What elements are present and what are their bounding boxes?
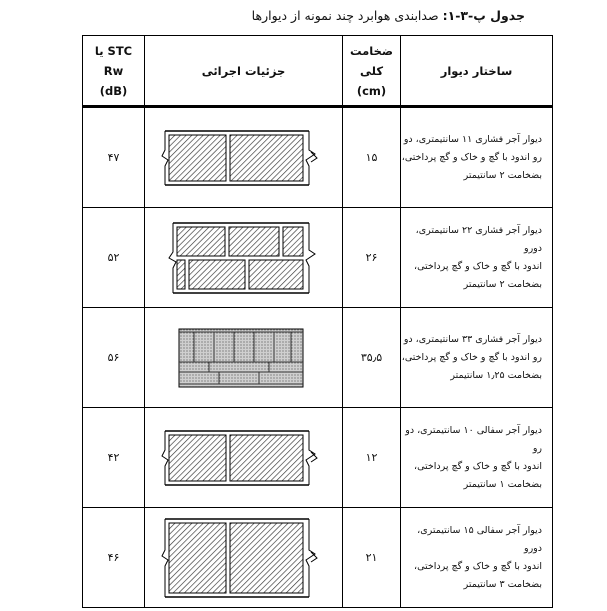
- row-stc: ۴۶: [83, 508, 145, 608]
- row-thickness: ۲۱: [343, 508, 401, 608]
- row-description: دیوار آجر فشاری ۱۱ سانتیمتری، دو رو اندود با گچ و خاک و گچ پرداختی، بضخامت ۲ سانتیمتر: [401, 107, 553, 208]
- caption-label: جدول پ-۳-۱:: [442, 8, 525, 23]
- table-header-row: [83, 36, 553, 107]
- row-stc: ۴۷: [83, 107, 145, 208]
- header-thickness-line1: ضخامت: [349, 43, 393, 58]
- caption-text: صدابندی هوابرد چند نمونه از دیوارها: [251, 8, 439, 23]
- row-stc: ۵۶: [83, 308, 145, 408]
- row-description: دیوار آجر سفالی ۱۰ سانتیمتری، دو رو اندود با گچ و خاک و گچ پرداختی، بضخامت ۱ سانتیمتر: [401, 408, 553, 508]
- single-hollow-clay-brick-wall-icon: [159, 428, 329, 488]
- triple-solid-brick-wall-icon: [159, 326, 329, 390]
- single-solid-brick-wall-icon: [159, 128, 329, 188]
- thick-hollow-clay-brick-wall-icon: [159, 516, 329, 600]
- row-thickness: ۲۶: [343, 208, 401, 308]
- table-row: [83, 308, 553, 408]
- wall-sound-insulation-table: [82, 35, 553, 608]
- header-stc: [83, 36, 145, 107]
- row-description: دیوار آجر فشاری ۳۳ سانتیمتری، دو رو اندود با گچ و خاک و گچ پرداختی، بضخامت ۱٫۲۵ سانتیمتر: [401, 308, 553, 408]
- header-stc-line2: Rw: [103, 63, 124, 78]
- header-structure: ساختار دیوار: [401, 36, 553, 107]
- table-row: [83, 107, 553, 208]
- row-thickness: ۳۵٫۵: [343, 308, 401, 408]
- table-caption: [252, 8, 525, 23]
- header-thickness-line3: (cm): [356, 83, 387, 98]
- double-solid-brick-wall-icon: [159, 220, 329, 296]
- header-thickness: [343, 36, 401, 107]
- header-stc-line1: STC یا: [94, 43, 133, 58]
- table-row: [83, 208, 553, 308]
- header-stc-line3: (dB): [99, 83, 128, 98]
- row-stc: ۵۲: [83, 208, 145, 308]
- row-description: دیوار آجر سفالی ۱۵ سانتیمتری، دورو اندود با گچ و خاک و گچ پرداختی، بضخامت ۳ سانتیمتر: [401, 508, 553, 608]
- table-row: [83, 408, 553, 508]
- row-description: دیوار آجر فشاری ۲۲ سانتیمتری، دورو اندود با گچ و خاک و گچ پرداختی، بضخامت ۲ سانتیمتر: [401, 208, 553, 308]
- header-details: جزئیات اجرائی: [145, 36, 343, 107]
- header-thickness-line2: کلی: [359, 63, 384, 78]
- row-thickness: ۱۵: [343, 107, 401, 208]
- table-row: [83, 508, 553, 608]
- row-stc: ۴۲: [83, 408, 145, 508]
- row-thickness: ۱۲: [343, 408, 401, 508]
